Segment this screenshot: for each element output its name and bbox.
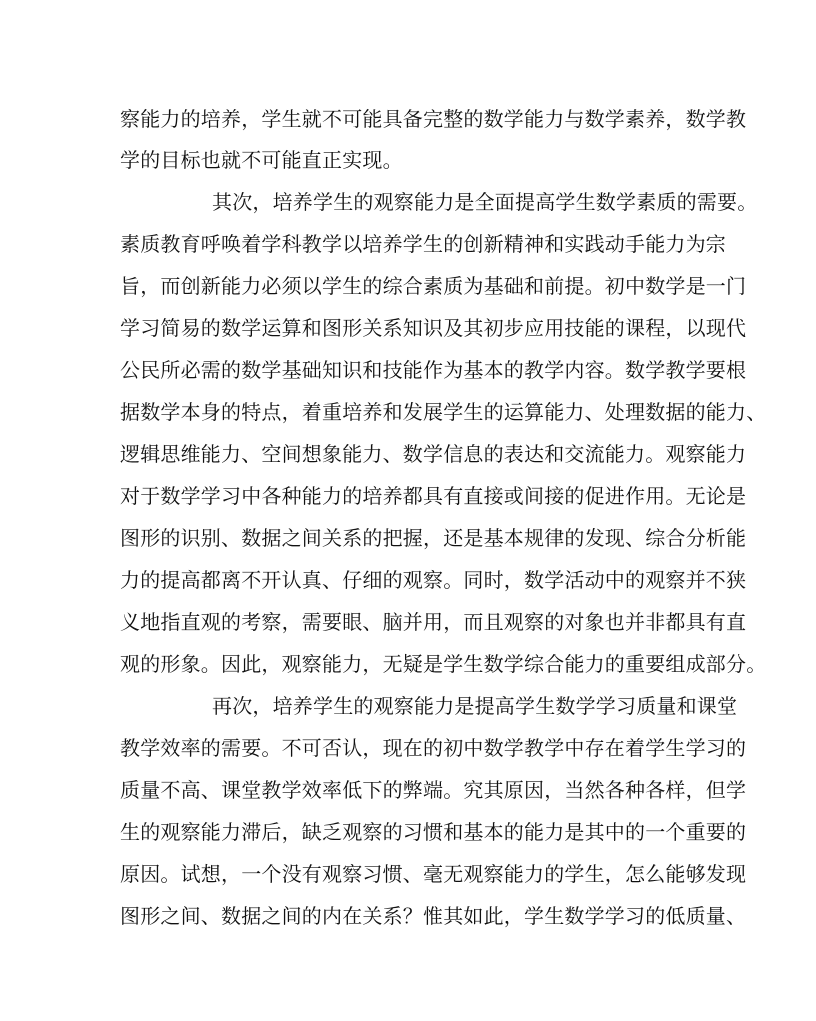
text-line: 力的提高都离不开认真、仔细的观察。同时，数学活动中的观察并不狭 xyxy=(120,568,747,592)
text-line: 公民所必需的数学基础知识和技能作为基本的教学内容。数学教学要根 xyxy=(120,358,747,382)
text-line: 察能力的培养，学生就不可能具备完整的数学能力与数学素养，数学教 xyxy=(120,107,747,131)
paragraph-start-line: 其次，培养学生的观察能力是全面提高学生数学素质的需要。 xyxy=(212,190,758,214)
text-line: 对于数学学习中各种能力的培养都具有直接或间接的促进作用。无论是 xyxy=(120,484,747,508)
text-line: 学的目标也就不可能直正实现。 xyxy=(120,148,403,172)
text-line: 旨，而创新能力必须以学生的综合素质为基础和前提。初中数学是一门 xyxy=(120,274,747,298)
text-line: 教学效率的需要。不可否认，现在的初中数学教学中存在着学生学习的 xyxy=(120,736,747,760)
text-line: 学习简易的数学运算和图形关系知识及其初步应用技能的课程，以现代 xyxy=(120,316,747,340)
text-line: 图形之间、数据之间的内在关系？惟其如此，学生数学学习的低质量、 xyxy=(120,904,747,928)
text-line: 原因。试想，一个没有观察习惯、毫无观察能力的学生，怎么能够发现 xyxy=(120,862,747,886)
text-line: 逻辑思维能力、空间想象能力、数学信息的表达和交流能力。观察能力 xyxy=(120,442,747,466)
text-line: 义地指直观的考察，需要眼、脑并用，而且观察的对象也并非都具有直 xyxy=(120,610,747,634)
text-line: 质量不高、课堂教学效率低下的弊端。究其原因，当然各种各样，但学 xyxy=(120,778,747,802)
text-line: 观的形象。因此，观察能力，无疑是学生数学综合能力的重要组成部分。 xyxy=(120,652,767,676)
text-line: 图形的识别、数据之间关系的把握，还是基本规律的发现、综合分析能 xyxy=(120,526,747,550)
paragraph-start-line: 再次，培养学生的观察能力是提高学生数学学习质量和课堂 xyxy=(212,694,738,718)
text-line: 生的观察能力滞后，缺乏观察的习惯和基本的能力是其中的一个重要的 xyxy=(120,820,747,844)
text-line: 据数学本身的特点，着重培养和发展学生的运算能力、处理数据的能力、 xyxy=(120,400,767,424)
text-line: 素质教育呼唤着学科教学以培养学生的创新精神和实践动手能力为宗 xyxy=(120,232,726,256)
